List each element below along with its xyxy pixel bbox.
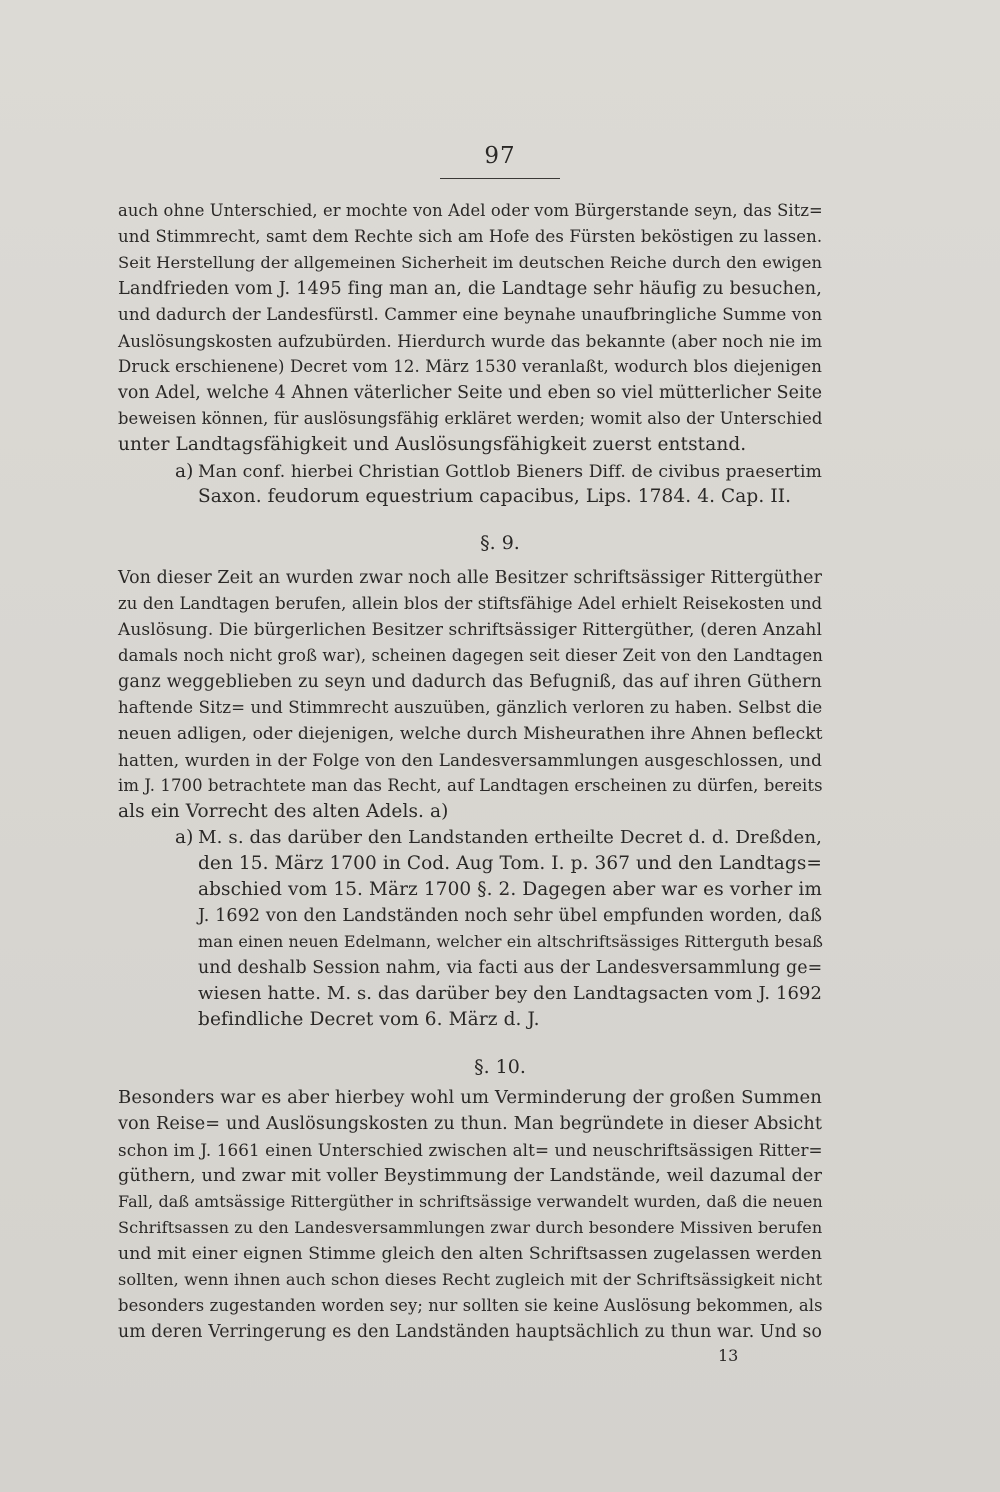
footnote-line: den 15. März 1700 in Cod. Aug Tom. I. p. 367 und den Landtags= (198, 853, 822, 874)
text-line: als ein Vorrecht des alten Adels. a) (118, 801, 449, 822)
text-line: Von dieser Zeit an wurden zwar noch alle Besitzer schriftsässiger Rittergüther (118, 568, 822, 588)
footnote-line: J. 1692 von den Landständen noch sehr übel empfunden worden, daß (198, 906, 822, 926)
text-line: güthern, und zwar mit voller Beystimmung der Landstände, weil dazumal der (118, 1166, 822, 1186)
text-line: Besonders war es aber hierbey wohl um Verminderung der großen Summen (118, 1087, 822, 1108)
text-line: schon im J. 1661 einen Unterschied zwischen alt= und neuschriftsässigen Ritter= (118, 1140, 823, 1160)
footnote-line: M. s. das darüber den Landstanden ertheilte Decret d. d. Dreßden, (198, 827, 822, 848)
text-line: und dadurch der Landesfürstl. Cammer eine beynahe unaufbringliche Summe von (118, 305, 823, 324)
text-line: Schriftsassen zu den Landesversammlungen zwar durch besondere Missiven berufen (118, 1218, 823, 1237)
text-line: um deren Verringerung es den Landständen hauptsächlich zu thun war. Und so (118, 1322, 822, 1342)
text-line: im J. 1700 betrachtete man das Recht, auf Landtagen erscheinen zu dürfen, bereits (118, 776, 823, 795)
footnote-label: a) (175, 461, 194, 482)
text-line: Fall, daß amtsässige Rittergüther in schriftsässige verwandelt wurden, daß die neuen (118, 1192, 823, 1211)
sheet-signature: 13 (718, 1346, 739, 1365)
text-line: und mit einer eignen Stimme gleich den alten Schriftsassen zugelassen werden (118, 1244, 823, 1264)
footnote-line: man einen neuen Edelmann, welcher ein altschriftsässiges Ritterguth besaß (198, 932, 824, 951)
text-line: sollten, wenn ihnen auch schon dieses Recht zugleich mit der Schriftsässigkeit nicht (118, 1270, 823, 1289)
section-heading-9: §. 9. (480, 532, 520, 554)
text-line: haftende Sitz= und Stimmrecht auszuüben, gänzlich verloren zu haben. Selbst die (118, 698, 823, 717)
footnote-line: Saxon. feudorum equestrium capacibus, Lips. 1784. 4. Cap. II. (198, 486, 792, 507)
text-line: und Stimmrecht, samt dem Rechte sich am Hofe des Fürsten beköstigen zu lassen. (118, 227, 823, 246)
text-line: zu den Landtagen berufen, allein blos der stiftsfähige Adel erhielt Reisekosten und (118, 594, 823, 613)
text-line: auch ohne Unterschied, er mochte von Adel oder vom Bürgerstande seyn, das Sitz= (118, 201, 823, 220)
text-line: besonders zugestanden worden sey; nur sollten sie keine Auslösung bekommen, als (118, 1296, 823, 1315)
text-line: Seit Herstellung der allgemeinen Sicherheit im deutschen Reiche durch den ewigen (118, 253, 823, 272)
page-number: 97 (484, 143, 516, 169)
footnote-line: abschied vom 15. März 1700 §. 2. Dagegen aber war es vorher im (198, 879, 822, 900)
text-line: ganz weggeblieben zu seyn und dadurch das Befugniß, das auf ihren Güthern (118, 672, 822, 692)
text-line: Auslösung. Die bürgerlichen Besitzer schriftsässiger Rittergüther, (deren Anzahl (118, 620, 822, 640)
footnote-line: Man conf. hierbei Christian Gottlob Bieners Diff. de civibus praesertim (198, 462, 822, 482)
footnote-label: a) (175, 827, 194, 848)
text-line: von Adel, welche 4 Ahnen väterlicher Seite und eben so viel mütterlicher Seite (118, 383, 823, 403)
text-line: beweisen können, für auslösungsfähig erkläret werden; womit also der Unterschied (118, 409, 823, 428)
text-line: hatten, wurden in der Folge von den Landesversammlungen ausgeschlossen, und (118, 750, 822, 770)
text-line: Landfrieden vom J. 1495 fing man an, die Landtage sehr häufig zu besuchen, (118, 278, 822, 299)
text-line: unter Landtagsfähigkeit und Auslösungsfähigkeit zuerst entstand. (118, 434, 747, 455)
footnote-line: befindliche Decret vom 6. März d. J. (198, 1009, 540, 1030)
text-line: neuen adligen, oder diejenigen, welche durch Misheurathen ihre Ahnen befleckt (118, 724, 823, 744)
text-line: Druck erschienene) Decret vom 12. März 1530 veranlaßt, wodurch blos diejenigen (118, 357, 822, 376)
text-line: Auslösungskosten aufzubürden. Hierdurch wurde das bekannte (aber noch nie im (118, 331, 823, 351)
header-rule (440, 178, 560, 179)
section-heading-10: §. 10. (474, 1056, 526, 1078)
footnote-line: wiesen hatte. M. s. das darüber bey den Landtagsacten vom J. 1692 (198, 983, 822, 1004)
footnote-line: und deshalb Session nahm, via facti aus der Landesversammlung ge= (198, 958, 823, 978)
text-line: damals noch nicht groß war), scheinen dagegen seit dieser Zeit von den Landtagen (118, 646, 823, 665)
text-line: von Reise= und Auslösungskosten zu thun. Man begründete in dieser Absicht (118, 1114, 822, 1134)
